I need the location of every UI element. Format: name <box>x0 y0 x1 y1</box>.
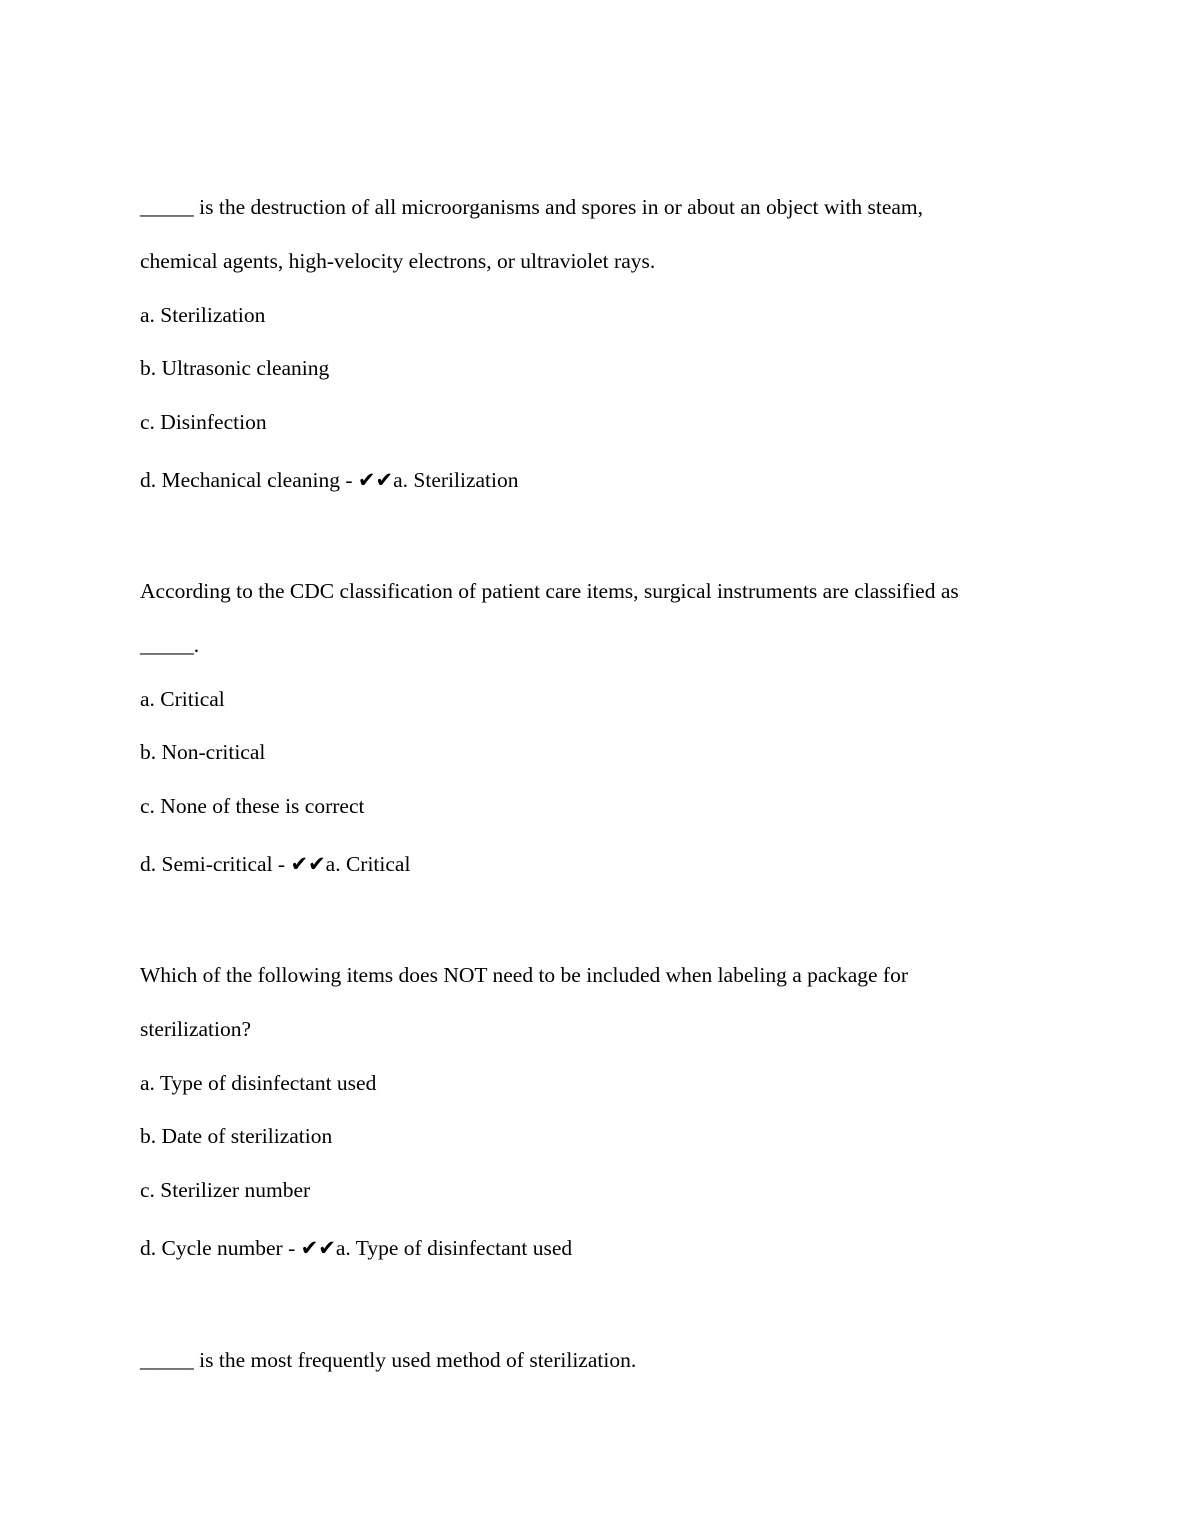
question-2-option-d: d. Semi-critical - <box>140 852 291 876</box>
question-1-stem-line-1: _____ is the destruction of all microorganisms and spores in or about an object with steam, <box>140 195 924 219</box>
question-1-option-b: b. Ultrasonic cleaning <box>140 356 330 380</box>
question-3-option-a: a. Type of disinfectant used <box>140 1071 377 1095</box>
check-mark-icon: ✔✔ <box>357 468 394 492</box>
question-1-answer: a. Sterilization <box>393 468 519 492</box>
question-4-stem-line-1: _____ is the most frequently used method of sterilization. <box>140 1348 637 1372</box>
question-3-answer: a. Type of disinfectant used <box>335 1236 573 1260</box>
question-1-option-d: d. Mechanical cleaning - <box>140 468 358 492</box>
question-3-option-b: b. Date of sterilization <box>140 1124 333 1148</box>
question-3-stem-line-2: sterilization? <box>140 1017 252 1041</box>
question-2-option-c: c. None of these is correct <box>140 794 365 818</box>
question-3-option-d: d. Cycle number - <box>140 1236 301 1260</box>
question-3-option-c: c. Sterilizer number <box>140 1178 311 1202</box>
question-2-option-d-line <box>140 850 410 878</box>
question-2-stem-line-1: According to the CDC classification of patient care items, surgical instruments are classified as <box>140 579 959 603</box>
question-1-option-a: a. Sterilization <box>140 303 266 327</box>
question-1-option-d-line <box>140 466 518 494</box>
question-1-stem-line-2: chemical agents, high-velocity electrons, or ultraviolet rays. <box>140 249 656 273</box>
question-3-stem-line-1: Which of the following items does NOT need to be included when labeling a package for <box>140 963 908 987</box>
question-2-option-a: a. Critical <box>140 687 225 711</box>
question-1-option-c: c. Disinfection <box>140 410 267 434</box>
check-mark-icon: ✔✔ <box>300 1236 336 1260</box>
check-mark-icon: ✔✔ <box>290 852 326 876</box>
question-2-stem-line-2: _____. <box>140 633 200 657</box>
question-3-option-d-line <box>140 1234 572 1262</box>
question-2-option-b: b. Non-critical <box>140 740 266 764</box>
question-2-answer: a. Critical <box>325 852 411 876</box>
